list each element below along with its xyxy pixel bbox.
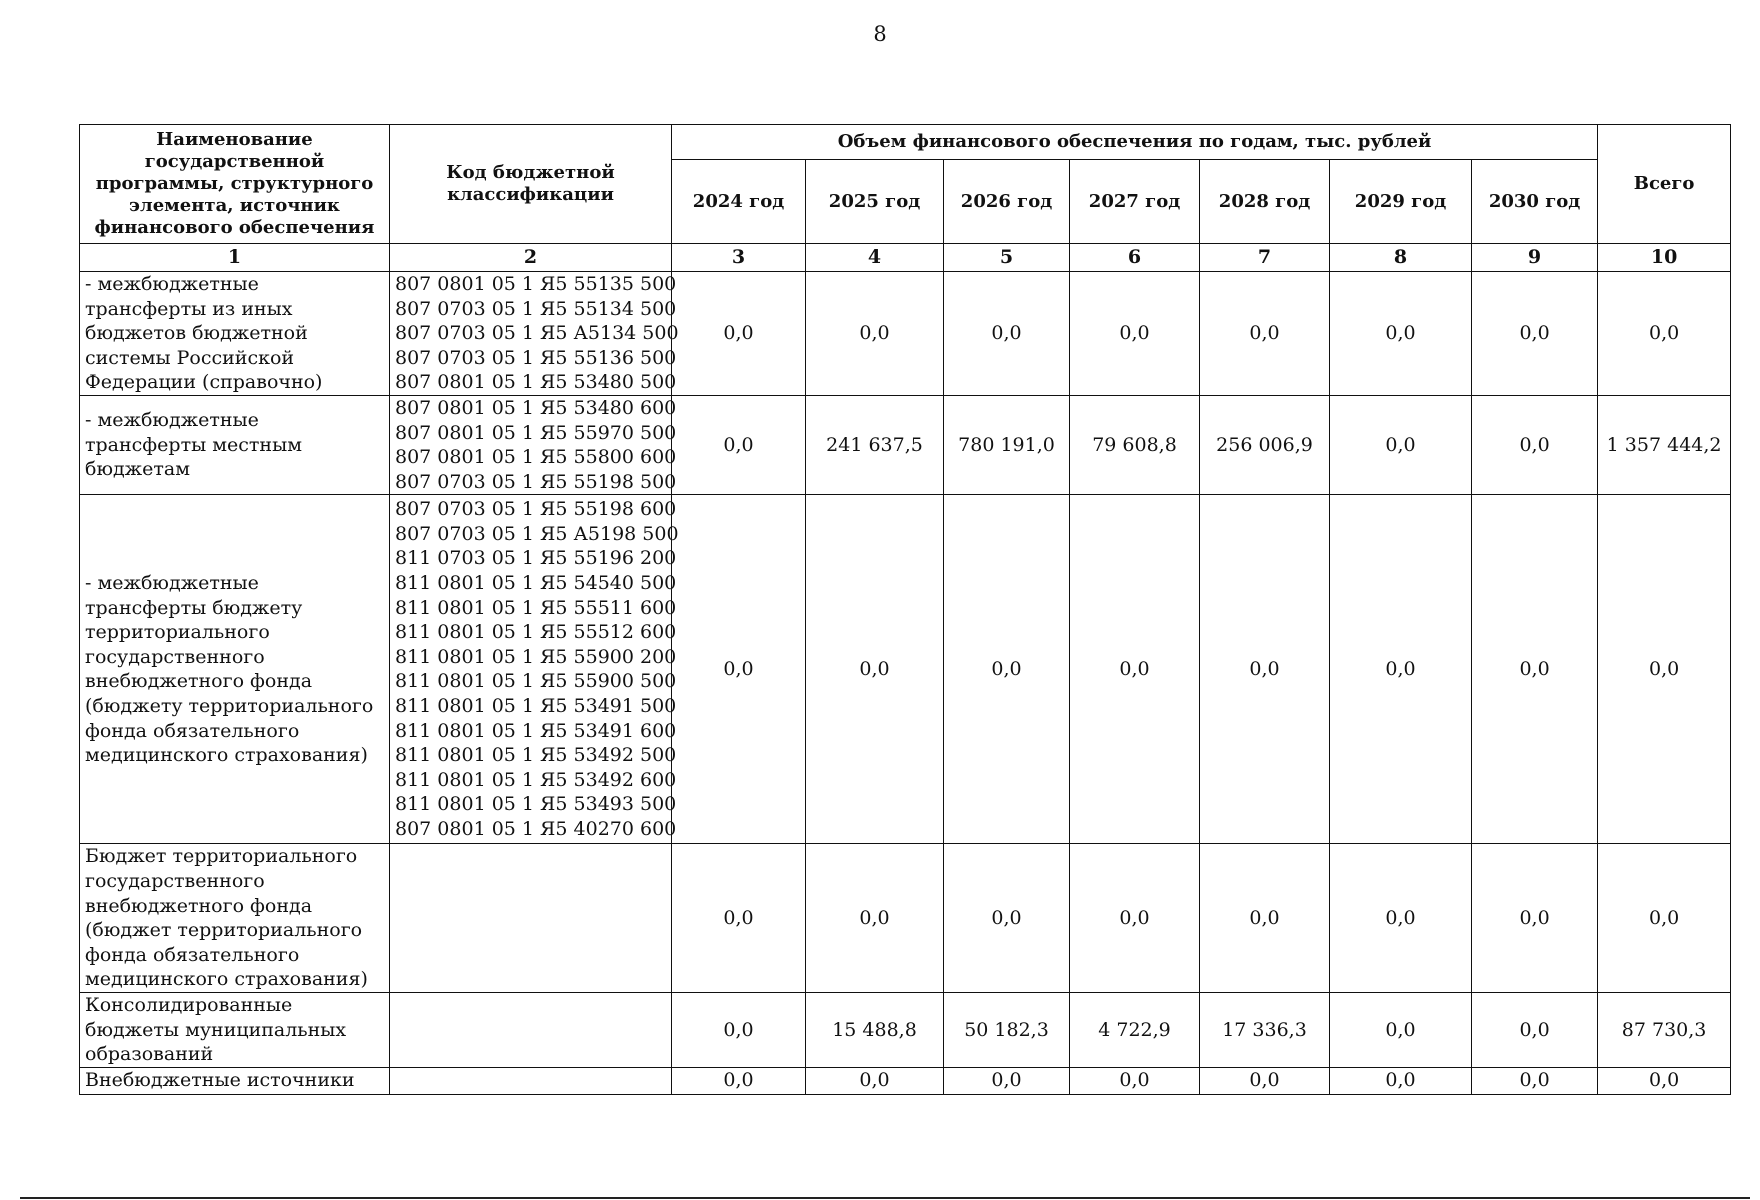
year-value: 0,0 (1472, 992, 1598, 1067)
header-code: Код бюджетной классификации (390, 125, 672, 244)
budget-code: 807 0703 05 1 Я5 55198 600 (395, 498, 677, 521)
year-value: 0,0 (944, 495, 1070, 844)
year-value: 0,0 (1200, 272, 1330, 396)
row-total: 0,0 (1598, 272, 1731, 396)
row-codes (390, 844, 672, 993)
row-total: 87 730,3 (1598, 992, 1731, 1067)
year-value: 0,0 (1070, 844, 1200, 993)
year-value: 0,0 (1330, 992, 1472, 1067)
budget-code: 807 0801 05 1 Я5 55970 500 (395, 421, 677, 444)
bottom-rule (20, 1197, 1750, 1199)
table-row (80, 395, 1731, 494)
budget-code: 807 0703 05 1 Я5 55198 500 (395, 470, 677, 493)
year-value: 0,0 (806, 1067, 944, 1094)
budget-code: 811 0801 05 1 Я5 53492 600 (395, 768, 677, 791)
budget-code: 807 0801 05 1 Я5 53480 500 (395, 371, 677, 394)
row-total: 0,0 (1598, 495, 1731, 844)
year-value: 0,0 (672, 992, 806, 1067)
header-year: 2030 год (1472, 160, 1598, 244)
row-codes (390, 495, 679, 844)
year-value: 0,0 (1472, 1067, 1598, 1094)
table-row (80, 1067, 1731, 1094)
year-value: 0,0 (1200, 844, 1330, 993)
column-number: 3 (672, 244, 806, 272)
year-value: 0,0 (944, 1067, 1070, 1094)
budget-code: 807 0703 05 1 Я5 55134 500 (395, 297, 677, 320)
budget-code: 811 0801 05 1 Я5 53493 500 (395, 793, 677, 816)
budget-code: 811 0801 05 1 Я5 55511 600 (395, 596, 677, 619)
budget-code: 811 0801 05 1 Я5 54540 500 (395, 571, 677, 594)
year-value: 0,0 (944, 272, 1070, 396)
header-year: 2029 год (1330, 160, 1472, 244)
year-value: 0,0 (1472, 272, 1598, 396)
year-value: 79 608,8 (1070, 395, 1200, 494)
year-value: 0,0 (1070, 495, 1200, 844)
budget-code: 807 0703 05 1 Я5 А5198 500 (395, 522, 679, 545)
row-codes (390, 992, 672, 1067)
column-number: 6 (1070, 244, 1200, 272)
year-value: 256 006,9 (1200, 395, 1330, 494)
header-year: 2024 год (672, 160, 806, 244)
year-value: 780 191,0 (944, 395, 1070, 494)
column-numbers-row (80, 244, 1731, 272)
year-value: 0,0 (672, 495, 806, 844)
year-value: 17 336,3 (1200, 992, 1330, 1067)
row-name: - межбюджетные трансферты местным бюджетам (80, 395, 390, 494)
year-value: 0,0 (944, 844, 1070, 993)
column-number: 7 (1200, 244, 1330, 272)
year-value: 241 637,5 (806, 395, 944, 494)
year-value: 0,0 (1200, 495, 1330, 844)
column-number: 9 (1472, 244, 1598, 272)
row-codes (390, 395, 677, 494)
year-value: 0,0 (1472, 395, 1598, 494)
column-number: 1 (80, 244, 390, 272)
year-value: 0,0 (1200, 1067, 1330, 1094)
year-value: 0,0 (1330, 272, 1472, 396)
budget-code: 811 0801 05 1 Я5 53492 500 (395, 744, 677, 767)
table-row (80, 992, 1731, 1067)
header-total: Всего (1598, 125, 1731, 244)
row-name: Внебюджетные источники (80, 1067, 390, 1094)
header-year: 2025 год (806, 160, 944, 244)
year-value: 0,0 (672, 1067, 806, 1094)
row-name: - межбюджетные трансферты из иных бюджетов бюджетной системы Российской Федерации (справочно) (80, 272, 390, 396)
budget-code: 807 0801 05 1 Я5 53480 600 (395, 396, 677, 419)
budget-code: 807 0801 05 1 Я5 55135 500 (395, 273, 677, 295)
column-number: 5 (944, 244, 1070, 272)
year-value: 0,0 (1472, 495, 1598, 844)
row-total: 0,0 (1598, 1067, 1731, 1094)
table-row (80, 272, 1731, 396)
year-value: 0,0 (806, 272, 944, 396)
header-year: 2026 год (944, 160, 1070, 244)
year-value: 4 722,9 (1070, 992, 1200, 1067)
year-value: 0,0 (806, 495, 944, 844)
row-name: Консолидированные бюджеты муниципальных образований (80, 992, 390, 1067)
table-row (80, 495, 1731, 844)
financing-table (79, 124, 1731, 1095)
column-number: 8 (1330, 244, 1472, 272)
header-year: 2028 год (1200, 160, 1330, 244)
header-name: Наименование государственной программы, структурного элемента, источник финансового обеспечения (80, 125, 390, 244)
budget-code: 807 0801 05 1 Я5 55800 600 (395, 446, 677, 469)
year-value: 15 488,8 (806, 992, 944, 1067)
year-value: 0,0 (1070, 272, 1200, 396)
year-value: 0,0 (1330, 395, 1472, 494)
budget-code: 811 0801 05 1 Я5 53491 500 (395, 694, 677, 717)
row-total: 1 357 444,2 (1598, 395, 1731, 494)
budget-code: 807 0703 05 1 Я5 55136 500 (395, 346, 677, 369)
year-value: 0,0 (672, 844, 806, 993)
budget-code: 811 0801 05 1 Я5 55900 500 (395, 670, 677, 693)
budget-code: 811 0801 05 1 Я5 55900 200 (395, 645, 677, 668)
budget-code: 811 0703 05 1 Я5 55196 200 (395, 547, 677, 570)
year-value: 0,0 (672, 272, 806, 396)
table-row (80, 844, 1731, 993)
year-value: 0,0 (1330, 844, 1472, 993)
year-value: 0,0 (1330, 1067, 1472, 1094)
column-number: 10 (1598, 244, 1731, 272)
budget-code: 807 0703 05 1 Я5 А5134 500 (395, 322, 679, 345)
budget-code: 811 0801 05 1 Я5 53491 600 (395, 719, 677, 742)
row-name: - межбюджетные трансферты бюджету территориального государственного внебюджетного фонда (бюджету территориального фонда обязательного медицинского страхования) (80, 495, 390, 844)
row-name: Бюджет территориального государственного внебюджетного фонда (бюджет территориального фонда обязательного медицинского страхования) (80, 844, 390, 993)
row-total: 0,0 (1598, 844, 1731, 993)
page-number: 8 (873, 22, 887, 46)
year-value: 0,0 (806, 844, 944, 993)
header-volume: Объем финансового обеспечения по годам, тыс. рублей (672, 125, 1598, 160)
column-number: 4 (806, 244, 944, 272)
year-value: 0,0 (1330, 495, 1472, 844)
budget-code: 811 0801 05 1 Я5 55512 600 (395, 621, 677, 644)
year-value: 0,0 (1472, 844, 1598, 993)
budget-code: 807 0801 05 1 Я5 40270 600 (395, 817, 677, 840)
year-value: 0,0 (1070, 1067, 1200, 1094)
year-value: 50 182,3 (944, 992, 1070, 1067)
row-codes (390, 1067, 672, 1094)
column-number: 2 (390, 244, 672, 272)
header-year: 2027 год (1070, 160, 1200, 244)
year-value: 0,0 (672, 395, 806, 494)
row-codes (390, 272, 679, 396)
